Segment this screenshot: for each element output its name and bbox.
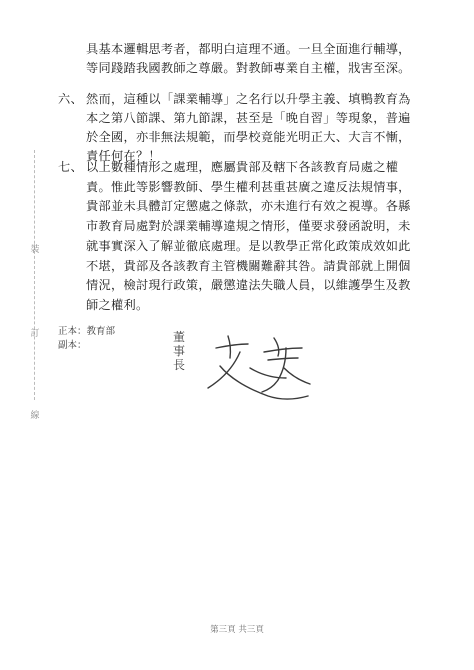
- handwritten-signature: [190, 326, 340, 404]
- item-7-line-6: 不堪，貴部及各該教育主管機關難辭其咎。請貴部就上開個: [86, 259, 411, 273]
- item-7-line-3: 貴部並未具體訂定懲處之條款，亦未進行有效之視導。各縣: [86, 199, 411, 213]
- item-7-number: 七、: [58, 160, 83, 174]
- item-7-line-1: 以上數種情形之處理，應屬貴部及轄下各該教育局處之權: [86, 160, 399, 174]
- binding-mark-xian: 線: [30, 411, 40, 421]
- page-footer: 第三頁 共三頁: [210, 625, 264, 635]
- item-6-line-1: 然而，這種以「課業輔導」之名行以升學主義、填鴨教育為: [86, 92, 411, 106]
- item-6-number: 六、: [58, 92, 83, 106]
- item-7-line-5: 就事實深入了解並徹底處理。是以教學正常化政策成效如此: [86, 239, 411, 253]
- item-7-line-7: 情況，檢討現行政策，嚴懲違法失職人員，以維護學生及教: [86, 278, 411, 292]
- signature-title-text: [172, 330, 186, 372]
- item-7-line-2: 責。惟此等影響教師、學生權利甚重甚廣之違反法規情事，: [86, 180, 411, 194]
- body-line-1: 具基本邏輯思考者，都明白這理不通。一旦全面進行輔導，: [86, 42, 411, 56]
- binding-guide-line: [34, 150, 36, 400]
- signature-title-char: 事: [172, 344, 185, 358]
- item-7-line-8: 師之權利。: [86, 298, 149, 312]
- recipient-copy: 副本：: [58, 340, 87, 351]
- body-line-2: 等同踐踏我國教師之尊嚴。對教師專業自主權，戕害至深。: [86, 61, 411, 75]
- item-6-line-4: 責任何在？！: [86, 149, 161, 163]
- binding-mark-ding: 訂: [30, 329, 40, 339]
- signature-title-char: 董: [172, 330, 185, 344]
- item-6-line-3: 於全國，亦非無法規範，而學校竟能光明正大、大言不慚，: [86, 130, 411, 144]
- item-7-line-4: 市教育局處對於課業輔導違規之情形，僅要求發函說明，未: [86, 219, 411, 233]
- recipient-main: 正本：教育部: [58, 326, 116, 337]
- signature-title-char: 長: [172, 358, 185, 372]
- signature-title: [172, 330, 186, 372]
- binding-mark-zhuang: 裝: [30, 245, 40, 255]
- item-6-line-2: 本之第八節課、第九節課，甚至是「晚自習」等現象，普遍: [86, 111, 411, 125]
